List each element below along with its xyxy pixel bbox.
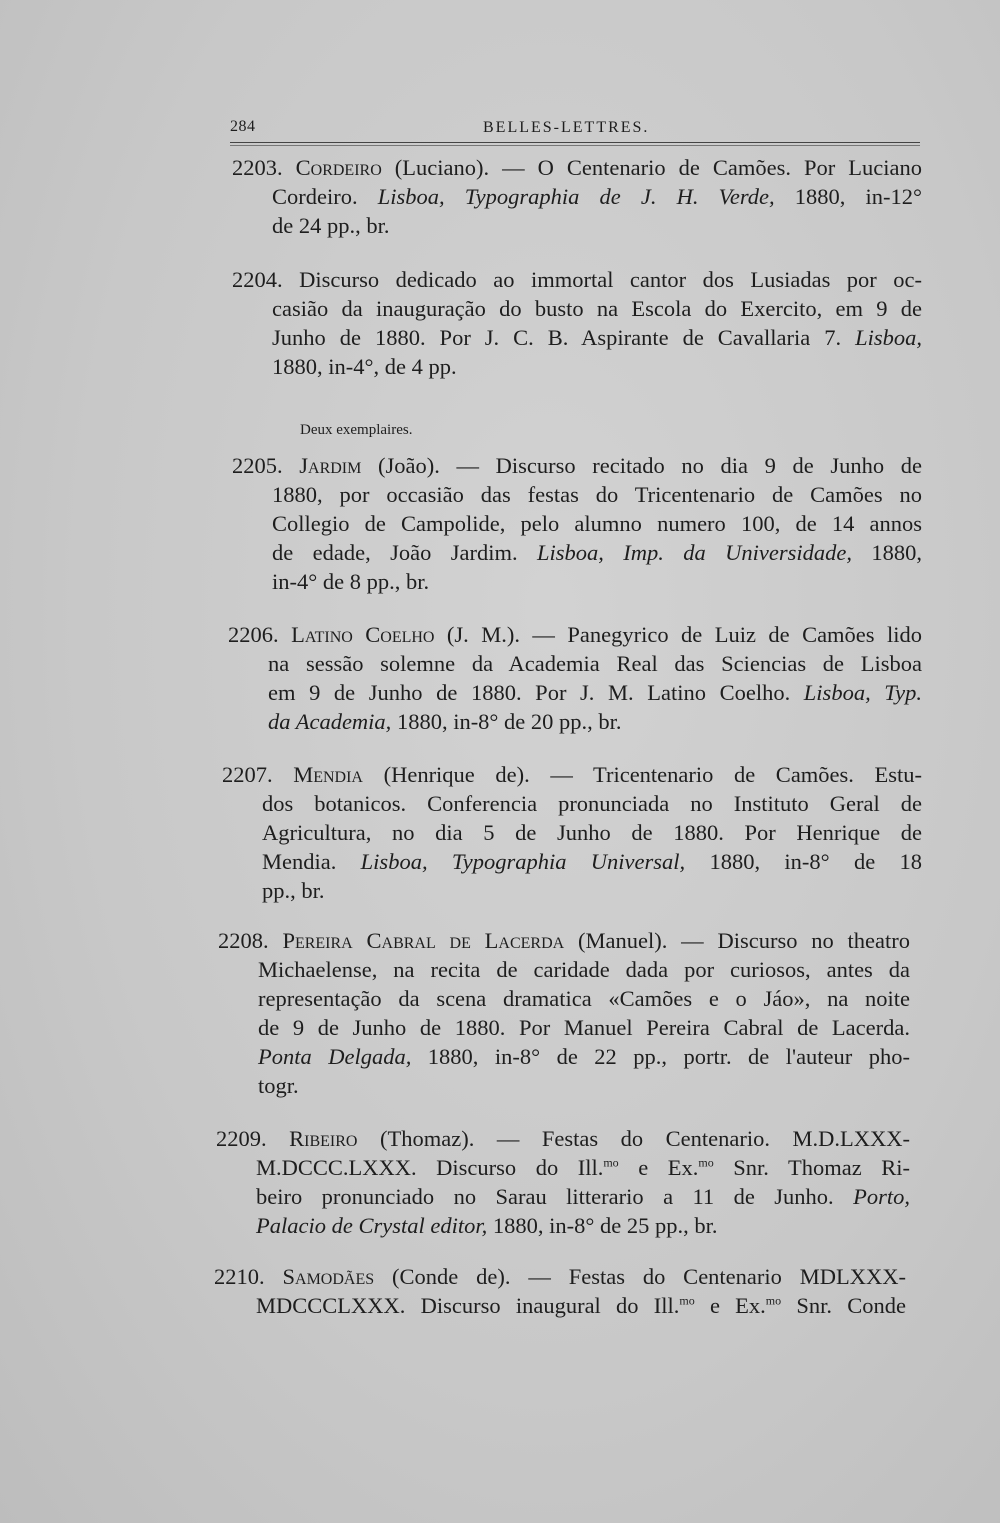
entry-line: Collegio de Campolide, pelo alumno numero 100, de 14 annos: [272, 511, 922, 536]
running-title: BELLES-LETTRES.: [483, 119, 650, 136]
entry-line: in-4° de 8 pp., br.: [272, 569, 430, 594]
entry-line: 2208. Pereira Cabral de Lacerda (Manuel). — Discurso no theatro: [218, 928, 911, 953]
entry-line: dos botanicos. Conferencia pronunciada no Instituto Geral de: [262, 791, 922, 816]
entry-line: pp., br.: [262, 878, 325, 903]
entry-note: Deux exemplaires.: [300, 422, 413, 438]
entry-line: em 9 de Junho de 1880. Por J. M. Latino Coelho. Lisboa, Typ.: [268, 680, 922, 705]
entry-line: 2206. Latino Coelho (J. M.). — Panegyrico de Luiz de Camões lido: [228, 622, 922, 647]
entry-line: 2207. Mendia (Henrique de). — Tricentenario de Camões. Estu-: [222, 762, 923, 787]
header-rule: [230, 142, 920, 143]
entry-line: de 9 de Junho de 1880. Por Manuel Pereira Cabral de Lacerda.: [258, 1015, 910, 1040]
entry-line: Agricultura, no dia 5 de Junho de 1880. Por Henrique de: [262, 820, 922, 845]
page-header: [230, 118, 920, 148]
entry-line: Ponta Delgada, 1880, in-8° de 22 pp., portr. de l'auteur pho-: [258, 1044, 910, 1069]
entry-line: togr.: [258, 1073, 299, 1098]
entry-line: 2209. Ribeiro (Thomaz). — Festas do Centenario. M.D.LXXX-: [216, 1126, 911, 1151]
entry-line: representação da scena dramatica «Camões e o Jáo», na noite: [258, 986, 910, 1011]
entry-line: Palacio de Crystal editor, 1880, in-8° de 25 pp., br.: [256, 1213, 718, 1238]
page-number: 284: [230, 118, 256, 135]
entry-line: 2203. Cordeiro (Luciano). — O Centenario de Camões. Por Luciano: [232, 155, 922, 180]
entry-line: 1880, in-4°, de 4 pp.: [272, 354, 457, 379]
entry-line: de edade, João Jardim. Lisboa, Imp. da Universidade, 1880,: [272, 540, 922, 565]
entry-line: 2205. Jardim (João). — Discurso recitado no dia 9 de Junho de: [232, 453, 922, 478]
entry-line: de 24 pp., br.: [272, 213, 390, 238]
entry-line: Cordeiro. Lisboa, Typographia de J. H. Verde, 1880, in-12°: [272, 184, 922, 209]
entry-line: Junho de 1880. Por J. C. B. Aspirante de Cavallaria 7. Lisboa,: [272, 325, 922, 350]
entry-line: 2204. Discurso dedicado ao immortal cantor dos Lusiadas por oc-: [232, 267, 922, 292]
entry-line: da Academia, 1880, in-8° de 20 pp., br.: [268, 709, 622, 734]
header-rule-secondary: [230, 145, 920, 146]
entry-line: Mendia. Lisboa, Typographia Universal, 1880, in-8° de 18: [262, 849, 922, 874]
entry-line: casião da inauguração do busto na Escola do Exercito, em 9 de: [272, 296, 922, 321]
entry-line: M.DCCC.LXXX. Discurso do Ill.$^{mo}$ e Ex.$^{mo}$ Snr. Thomaz Ri-: [256, 1155, 910, 1180]
entry-line: MDCCCLXXX. Discurso inaugural do Ill.$^{mo}$ e Ex.$^{mo}$ Snr. Conde: [256, 1293, 906, 1318]
entry-line: Michaelense, na recita de caridade dada por curiosos, antes da: [258, 957, 910, 982]
entry-line: na sessão solemne da Academia Real das Sciencias de Lisboa: [268, 651, 922, 676]
entry-line: beiro pronunciado no Sarau litterario a 11 de Junho. Porto,: [256, 1184, 910, 1209]
entry-line: 2210. Samodães (Conde de). — Festas do Centenario MDLXXX-: [214, 1264, 907, 1289]
entry-line: 1880, por occasião das festas do Tricentenario de Camões no: [272, 482, 922, 507]
